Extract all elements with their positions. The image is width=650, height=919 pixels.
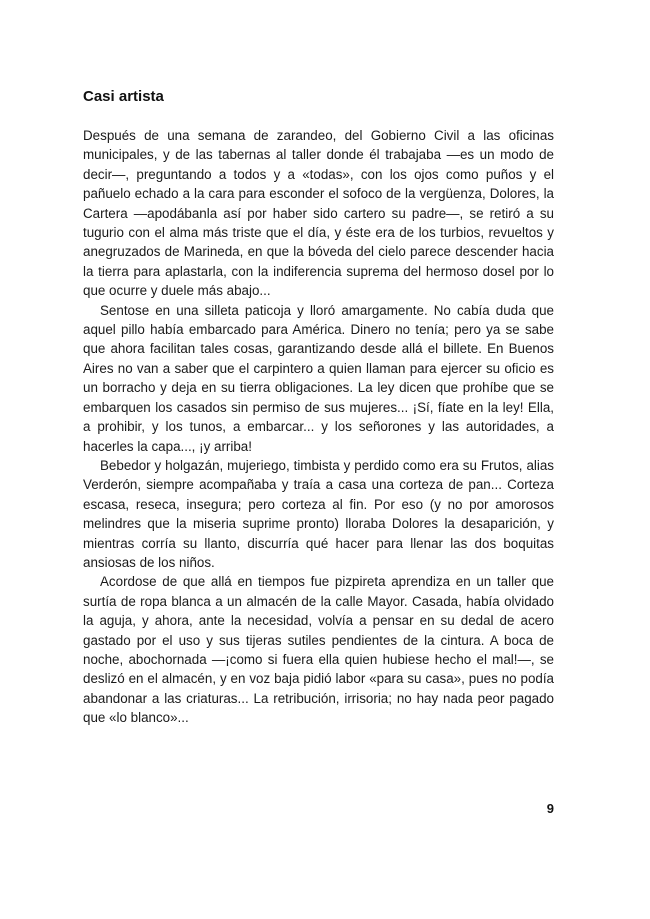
paragraph-2: Sentose en una silleta paticoja y lloró amargamente. No cabía duda que aquel pillo había embarcado para América. Dinero no tenía; pero ya se sabe que ahora facilitan tales cosas, garantizando desde allá el billete. En Buenos Aires no van a saber que el carpintero a quien llaman para ejercer su oficio es un borracho y deja en su tierra obligaciones. La ley dicen que prohíbe que se embarquen los casados sin permiso de sus mujeres... ¡Sí, fíate en la ley! Ella, a prohibir, y los tunos, a embarcar... y los señorones y las autoridades, a hacerles la capa..., ¡y arriba!: [83, 302, 554, 454]
paragraph-3: Bebedor y holgazán, mujeriego, timbista y perdido como era su Frutos, alias Verderón, siempre acompañaba y traía a casa una corteza de pan... Corteza escasa, reseca, insegura; pero corteza al fin. Por eso (y no por amorosos melindres que la miseria suprime pronto) lloraba Dolores la desaparición, y mientras corría su llanto, discurría qué hacer para llenar las dos boquitas ansiosas de los niños.: [83, 457, 554, 570]
page-number: 9: [546, 801, 554, 816]
paragraph-1: Después de una semana de zarandeo, del Gobierno Civil a las oficinas municipales, y de las tabernas al taller donde él trabajaba —es un modo de decir—, preguntando a todos y a «todas», con los ojos como puños y el pañuelo echado a la cara para esconder el sofoco de la vergüenza, Dolores, la Cartera —apodábanla así por haber sido cartero su padre—, se retiró a su tugurio con el alma más triste que el día, y éste era de los turbios, revueltos y anegruzados de Marineda, en que la bóveda del cielo parece descender hacia la tierra para aplastarla, con la indiferencia suprema del hermoso dosel por lo que ocurre y duele más abajo...: [83, 128, 554, 299]
paragraph-4: Acordose de que allá en tiempos fue pizpireta aprendiza en un taller que surtía de ropa blanca a un almacén de la calle Mayor. Casada, había olvidado la aguja, y ahora, ante la necesidad, volvía a pensar en su dedal de acero gastado por el uso y sus tijeras sutiles pendientes de la cintura. A boca de noche, abochornada —¡como si fuera ella quien hubiese hecho el mal!—, se deslizó en el almacén, y en voz baja pidió labor «para su casa», pues no podía abandonar a las criaturas... La retribución, irrisoria; no hay nada peor pagado que «lo blanco»...: [83, 574, 554, 726]
chapter-title: Casi artista: [83, 88, 164, 105]
chapter-body: [83, 126, 554, 728]
